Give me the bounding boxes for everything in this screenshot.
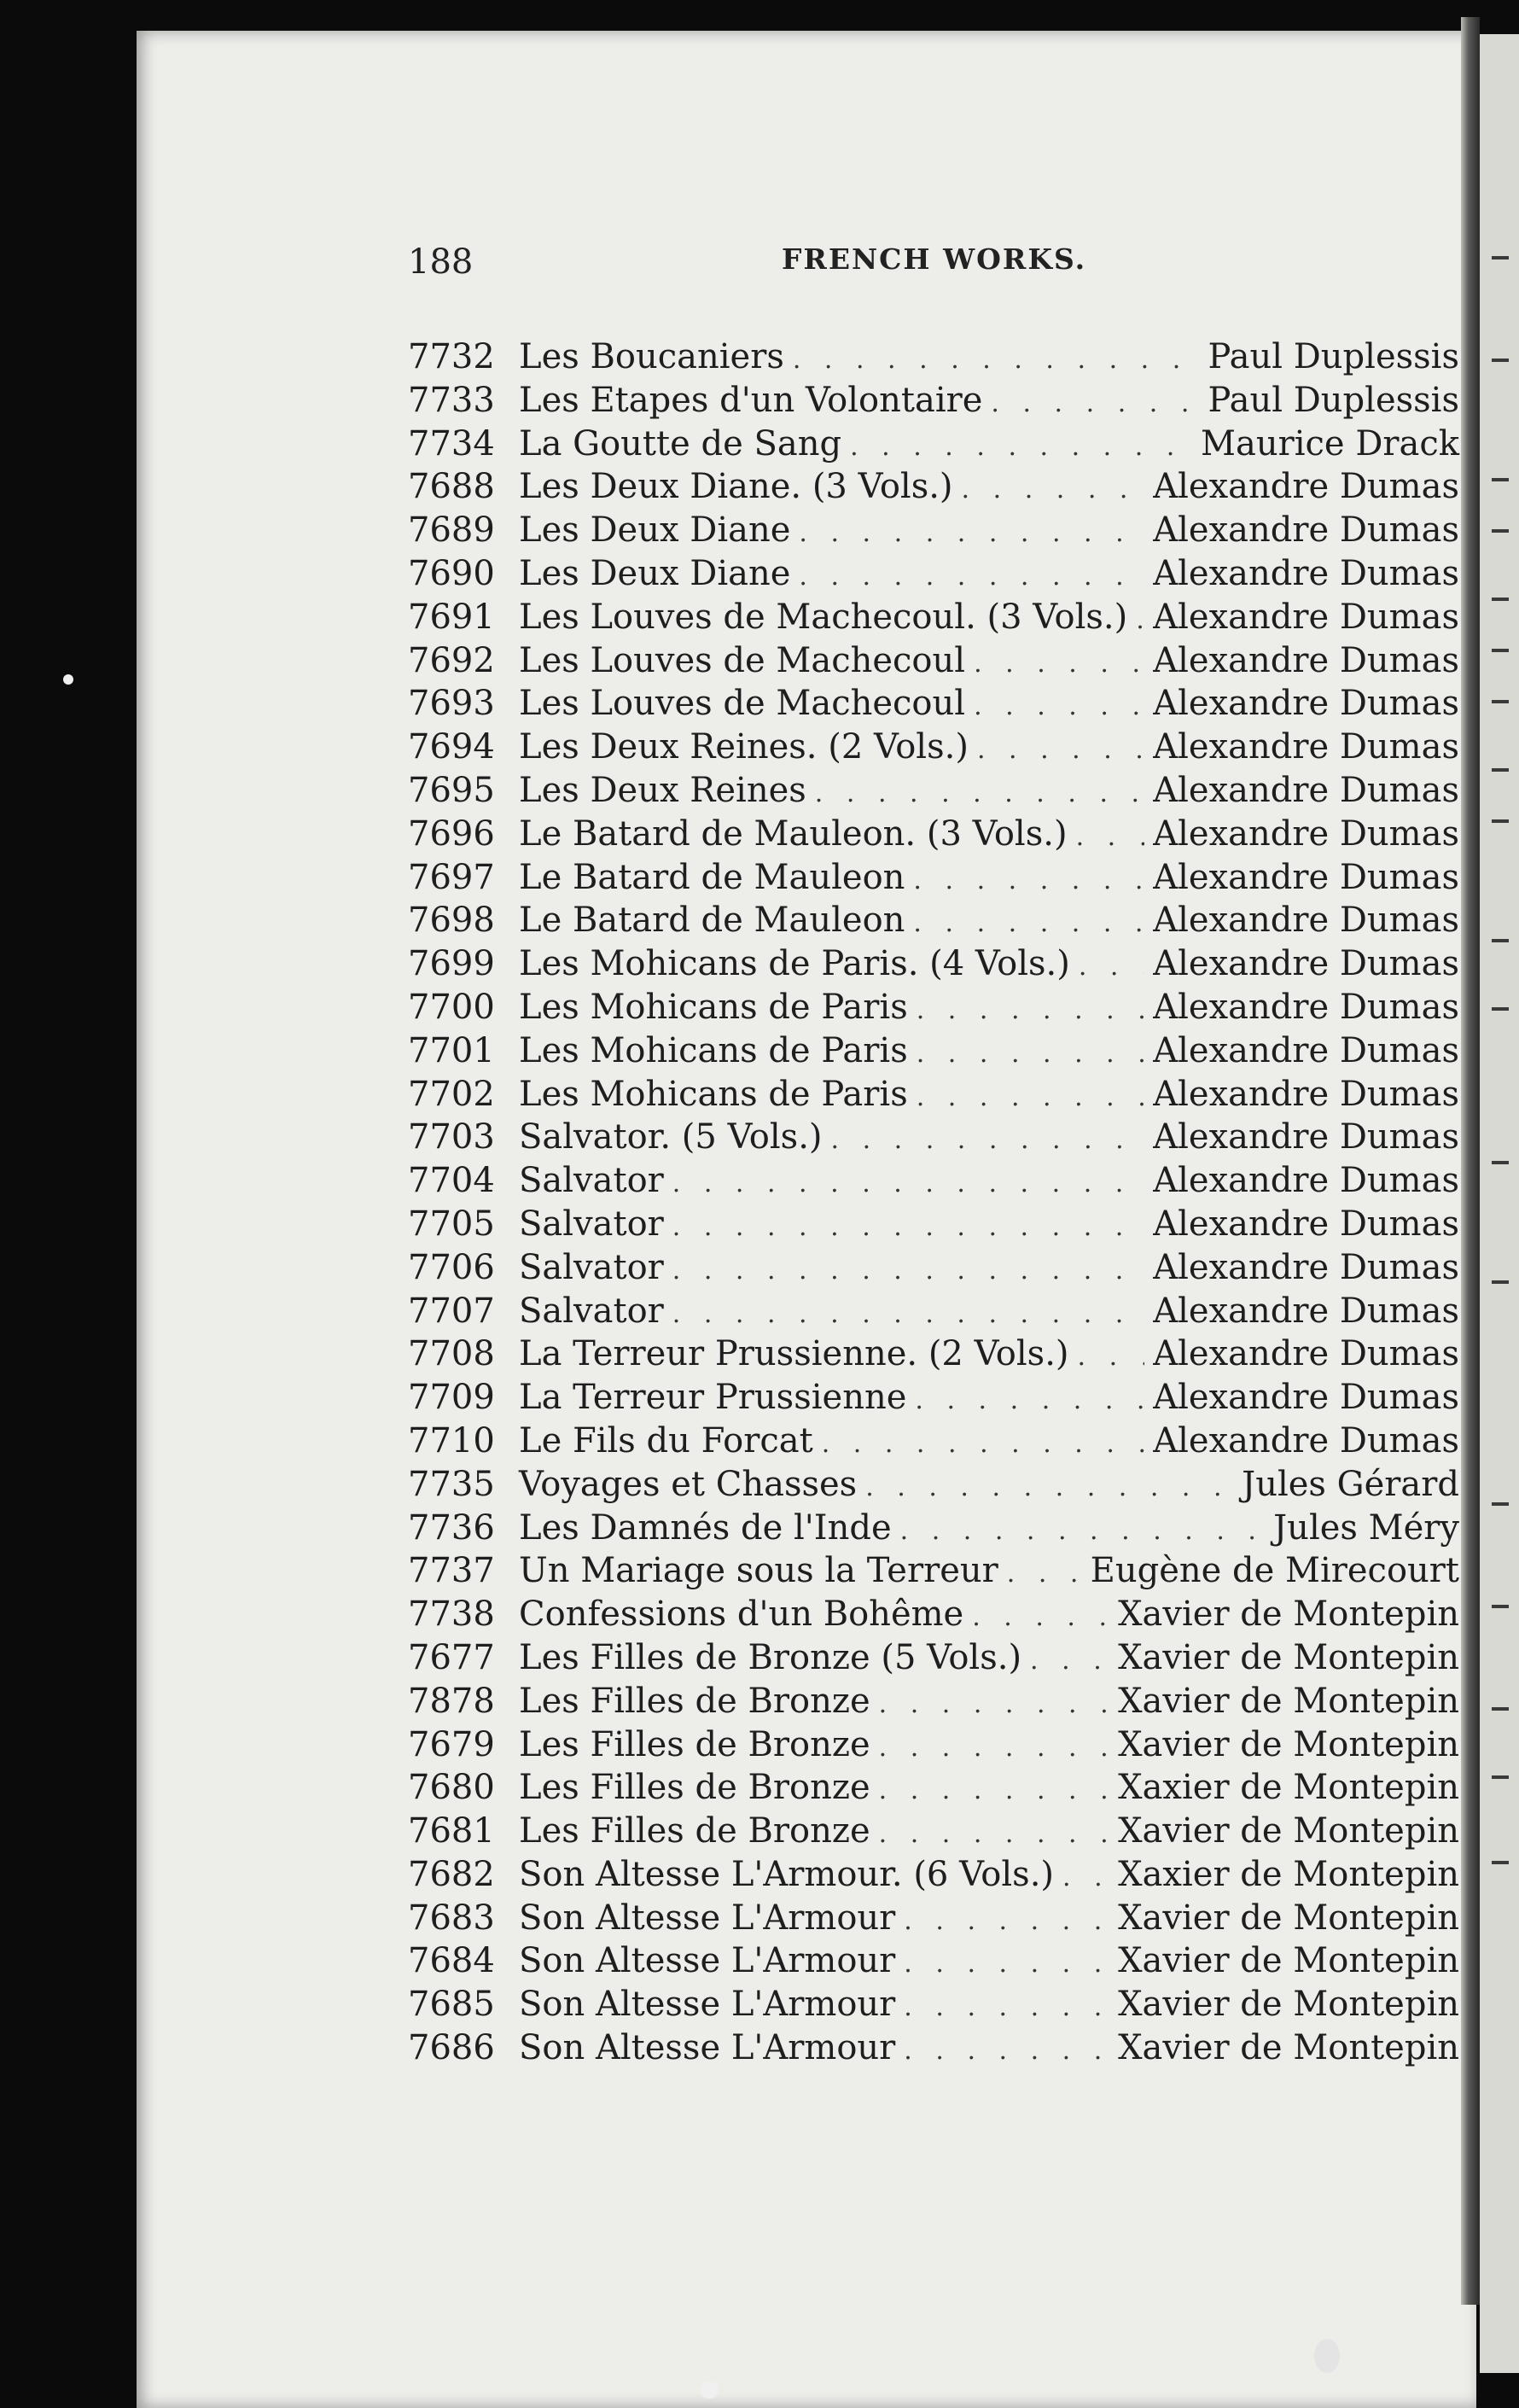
entry-number: 7710 [408, 1420, 495, 1461]
dot-leader [991, 388, 1199, 418]
dot-leader [672, 1299, 1144, 1329]
adjacent-page-mark [1492, 649, 1509, 652]
adjacent-page-mark [1492, 529, 1509, 533]
dot-leader [879, 1819, 1109, 1849]
dust-speck [700, 2382, 719, 2399]
entry-title: Les Filles de Bronze [519, 1811, 870, 1851]
entry-number: 7692 [408, 640, 495, 680]
entry-number: 7689 [408, 510, 495, 551]
entry-number: 7677 [408, 1637, 495, 1677]
entry-author: Maurice Drack [1201, 423, 1459, 464]
entry-title: Le Batard de Mauleon [519, 901, 905, 941]
dot-leader [917, 995, 1144, 1025]
catalog-entry [408, 1595, 1463, 1638]
catalog-entry [408, 1031, 1463, 1075]
entry-number: 7706 [408, 1247, 495, 1287]
running-head: FRENCH WORKS. [782, 242, 1087, 276]
catalog-entry [408, 598, 1463, 641]
dot-leader [917, 1039, 1144, 1069]
adjacent-page-mark [1492, 1861, 1509, 1864]
dot-leader [815, 778, 1144, 808]
catalog-entry [408, 814, 1463, 858]
entry-author: Alexandre Dumas [1153, 727, 1459, 767]
entry-title: Les Deux Reines [519, 770, 806, 810]
dot-leader [879, 1733, 1109, 1763]
entry-title: Les Damnés de l'Inde [519, 1507, 892, 1548]
entry-author: Jules Gérard [1242, 1464, 1459, 1504]
entry-author: Alexandre Dumas [1153, 467, 1459, 507]
dot-leader [672, 1256, 1144, 1286]
entry-number: 7683 [408, 1898, 495, 1938]
entry-number: 7705 [408, 1204, 495, 1244]
entry-title: Les Boucaniers [519, 337, 784, 376]
entry-author: Xavier de Montepin [1118, 1898, 1459, 1938]
entry-title: Un Mariage sous la Terreur [519, 1551, 998, 1591]
dust-speck [1314, 2339, 1340, 2373]
entry-title: Son Altesse L'Armour [519, 2028, 896, 2068]
entry-author: Paul Duplessis [1208, 380, 1459, 420]
dot-leader [831, 1125, 1145, 1155]
entry-author: Alexandre Dumas [1153, 510, 1459, 551]
catalog-entry [408, 510, 1463, 554]
entry-title: Les Deux Reines. (2 Vols.) [519, 727, 969, 767]
catalog-entry [408, 1855, 1463, 1898]
entry-number: 7734 [408, 423, 495, 464]
dot-leader [672, 1212, 1144, 1242]
catalog-entry [408, 337, 1463, 381]
entry-number: 7700 [408, 987, 495, 1027]
dot-leader [1062, 1863, 1109, 1892]
entry-number: 7696 [408, 813, 495, 854]
page-number: 188 [408, 242, 474, 282]
entry-author: Alexandre Dumas [1153, 1378, 1459, 1418]
catalog-entry [408, 467, 1463, 510]
entry-title: La Terreur Prussienne. (2 Vols.) [519, 1334, 1069, 1374]
dot-leader [900, 1516, 1266, 1546]
entry-author: Xavier de Montepin [1118, 1941, 1459, 1981]
catalog-listing [408, 337, 1463, 2072]
dot-leader [913, 866, 1144, 895]
entry-author: Xaxier de Montepin [1118, 1854, 1459, 1894]
catalog-entry [408, 1768, 1463, 1811]
dot-leader [962, 475, 1145, 504]
entry-number: 7732 [408, 337, 495, 376]
dust-speck [63, 674, 73, 685]
entry-title: Les Mohicans de Paris. (4 Vols.) [519, 944, 1070, 984]
entry-number: 7704 [408, 1161, 495, 1201]
catalog-entry [408, 1898, 1463, 1942]
entry-number: 7737 [408, 1551, 495, 1591]
dot-leader [822, 1429, 1145, 1459]
catalog-entry [408, 1811, 1463, 1855]
dot-leader [879, 1775, 1109, 1805]
entry-author: Alexandre Dumas [1153, 901, 1459, 941]
dot-leader [972, 1602, 1109, 1632]
dot-leader [850, 432, 1192, 462]
entry-number: 7707 [408, 1291, 495, 1331]
entry-number: 7697 [408, 857, 495, 897]
catalog-entry [408, 1941, 1463, 1985]
entry-number: 7679 [408, 1724, 495, 1764]
catalog-entry [408, 641, 1463, 685]
entry-title: Salvator [519, 1247, 664, 1287]
entry-number: 7733 [408, 380, 495, 420]
entry-title: Les Deux Diane. (3 Vols.) [519, 467, 953, 507]
catalog-entry [408, 1725, 1463, 1769]
entry-author: Xavier de Montepin [1118, 1637, 1459, 1677]
entry-title: Son Altesse L'Armour [519, 1985, 896, 2025]
catalog-entry [408, 1291, 1463, 1335]
entry-author: Paul Duplessis [1208, 337, 1459, 376]
entry-author: Alexandre Dumas [1153, 553, 1459, 593]
entry-author: Alexandre Dumas [1153, 857, 1459, 897]
entry-title: Les Louves de Machecoul [519, 684, 966, 724]
entry-title: Salvator [519, 1291, 664, 1331]
entry-author: Alexandre Dumas [1153, 1334, 1459, 1374]
adjacent-page-mark [1492, 1280, 1509, 1284]
entry-title: La Goutte de Sang [519, 423, 842, 464]
entry-number: 7693 [408, 684, 495, 724]
catalog-entry [408, 944, 1463, 988]
entry-title: Le Fils du Forcat [519, 1420, 813, 1461]
entry-number: 7691 [408, 597, 495, 637]
catalog-entry [408, 1465, 1463, 1508]
dot-leader [1078, 1342, 1145, 1372]
adjacent-page-mark [1492, 1605, 1509, 1608]
entry-number: 7699 [408, 944, 495, 984]
dot-leader [915, 1385, 1144, 1415]
entry-title: La Terreur Prussienne [519, 1378, 907, 1418]
entry-author: Alexandre Dumas [1153, 597, 1459, 637]
entry-author: Alexandre Dumas [1153, 770, 1459, 810]
dot-leader [974, 691, 1144, 721]
adjacent-page-mark [1492, 359, 1509, 362]
entry-author: Alexandre Dumas [1153, 944, 1459, 984]
page-gutter [1461, 17, 1480, 2305]
entry-number: 7694 [408, 727, 495, 767]
entry-author: Alexandre Dumas [1153, 1074, 1459, 1114]
entry-number: 7702 [408, 1074, 495, 1114]
entry-author: Alexandre Dumas [1153, 987, 1459, 1027]
catalog-entry [408, 1421, 1463, 1465]
entry-author: Jules Méry [1273, 1507, 1459, 1548]
entry-title: Son Altesse L'Armour. (6 Vols.) [519, 1854, 1055, 1894]
dot-leader [904, 1992, 1109, 2022]
entry-number: 7681 [408, 1811, 495, 1851]
entry-number: 7709 [408, 1378, 495, 1418]
catalog-entry [408, 1117, 1463, 1161]
entry-number: 7682 [408, 1854, 495, 1894]
catalog-entry [408, 424, 1463, 468]
entry-author: Xavier de Montepin [1118, 2028, 1459, 2068]
entry-number: 7738 [408, 1595, 495, 1635]
catalog-entry [408, 1551, 1463, 1595]
dot-leader [672, 1169, 1144, 1198]
adjacent-page-mark [1492, 478, 1509, 481]
catalog-entry [408, 1682, 1463, 1725]
catalog-entry [408, 1508, 1463, 1552]
entry-number: 7686 [408, 2028, 495, 2068]
entry-author: Alexandre Dumas [1153, 1291, 1459, 1331]
dot-leader [1136, 605, 1144, 635]
dot-leader [865, 1472, 1233, 1502]
entry-title: Les Filles de Bronze [519, 1768, 870, 1808]
entry-author: Alexandre Dumas [1153, 813, 1459, 854]
catalog-entry [408, 1075, 1463, 1118]
entry-author: Alexandre Dumas [1153, 640, 1459, 680]
entry-author: Alexandre Dumas [1153, 1117, 1459, 1157]
entry-author: Xavier de Montepin [1118, 1985, 1459, 2025]
dot-leader [1007, 1559, 1082, 1589]
adjacent-page-mark [1492, 1161, 1509, 1164]
entry-title: Les Mohicans de Paris [519, 1030, 908, 1070]
dot-leader [799, 562, 1144, 592]
entry-author: Alexandre Dumas [1153, 1420, 1459, 1461]
entry-number: 7685 [408, 1985, 495, 2025]
adjacent-page-mark [1492, 1502, 1509, 1506]
entry-title: Les Deux Diane [519, 553, 791, 593]
dot-leader [913, 908, 1144, 938]
entry-title: Les Mohicans de Paris [519, 987, 908, 1027]
catalog-entry [408, 901, 1463, 944]
adjacent-page-mark [1492, 1707, 1509, 1711]
entry-author: Xavier de Montepin [1118, 1595, 1459, 1635]
entry-author: Alexandre Dumas [1153, 1030, 1459, 1070]
entry-title: Salvator. (5 Vols.) [519, 1117, 823, 1157]
catalog-entry [408, 771, 1463, 814]
dot-leader [1076, 822, 1145, 852]
adjacent-page-edge [1480, 34, 1519, 2373]
entry-author: Alexandre Dumas [1153, 1247, 1459, 1287]
dot-leader [799, 518, 1144, 548]
dot-leader [977, 735, 1144, 765]
entry-title: Les Mohicans de Paris [519, 1074, 908, 1114]
catalog-entry [408, 554, 1463, 598]
dot-leader [917, 1082, 1144, 1112]
dot-leader [1030, 1646, 1109, 1676]
entry-number: 7698 [408, 901, 495, 941]
dot-leader [974, 649, 1144, 679]
adjacent-page-mark [1492, 768, 1509, 772]
catalog-entry [408, 2028, 1463, 2072]
entry-title: Salvator [519, 1161, 664, 1201]
dot-leader [904, 1949, 1109, 1979]
entry-title: Les Filles de Bronze (5 Vols.) [519, 1637, 1022, 1677]
entry-title: Voyages et Chasses [519, 1464, 858, 1504]
entry-title: Le Batard de Mauleon [519, 857, 905, 897]
catalog-entry [408, 858, 1463, 901]
entry-title: Les Filles de Bronze [519, 1681, 870, 1721]
entry-title: Salvator [519, 1204, 664, 1244]
adjacent-page-mark [1492, 598, 1509, 601]
dot-leader [904, 1906, 1109, 1936]
entry-number: 7695 [408, 770, 495, 810]
entry-number: 7688 [408, 467, 495, 507]
entry-author: Xavier de Montepin [1118, 1724, 1459, 1764]
adjacent-page-mark [1492, 1775, 1509, 1779]
dot-leader [879, 1689, 1109, 1719]
entry-number: 7735 [408, 1464, 495, 1504]
entry-title: Son Altesse L'Armour [519, 1898, 896, 1938]
dot-leader [904, 2036, 1109, 2066]
entry-title: Les Louves de Machecoul. (3 Vols.) [519, 597, 1128, 637]
entry-number: 7736 [408, 1507, 495, 1548]
catalog-entry [408, 1378, 1463, 1421]
entry-title: Les Louves de Machecoul [519, 640, 966, 680]
catalog-entry [408, 1248, 1463, 1291]
catalog-entry [408, 1334, 1463, 1378]
catalog-entry [408, 1985, 1463, 2028]
adjacent-page-mark [1492, 700, 1509, 703]
entry-title: Confessions d'un Bohême [519, 1595, 964, 1635]
dot-leader [793, 345, 1200, 375]
entry-number: 7708 [408, 1334, 495, 1374]
entry-number: 7701 [408, 1030, 495, 1070]
entry-title: Le Batard de Mauleon. (3 Vols.) [519, 813, 1068, 854]
entry-title: Son Altesse L'Armour [519, 1941, 896, 1981]
adjacent-page-mark [1492, 256, 1509, 259]
adjacent-page-mark [1492, 939, 1509, 942]
entry-author: Alexandre Dumas [1153, 1204, 1459, 1244]
entry-number: 7684 [408, 1941, 495, 1981]
dot-leader [1079, 952, 1144, 982]
entry-title: Les Etapes d'un Volontaire [519, 380, 983, 420]
entry-title: Les Deux Diane [519, 510, 791, 551]
catalog-entry [408, 381, 1463, 424]
entry-number: 7703 [408, 1117, 495, 1157]
catalog-entry [408, 727, 1463, 771]
catalog-entry [408, 1638, 1463, 1682]
adjacent-page-mark [1492, 819, 1509, 823]
entry-author: Eugène de Mirecourt [1090, 1551, 1459, 1591]
entry-number: 7680 [408, 1768, 495, 1808]
catalog-entry [408, 1204, 1463, 1248]
catalog-entry [408, 988, 1463, 1031]
entry-title: Les Filles de Bronze [519, 1724, 870, 1764]
entry-number: 7878 [408, 1681, 495, 1721]
adjacent-page-mark [1492, 1007, 1509, 1011]
entry-number: 7690 [408, 553, 495, 593]
entry-author: Alexandre Dumas [1153, 684, 1459, 724]
entry-author: Alexandre Dumas [1153, 1161, 1459, 1201]
entry-author: Xavier de Montepin [1118, 1681, 1459, 1721]
entry-author: Xavier de Montepin [1118, 1811, 1459, 1851]
catalog-entry [408, 1161, 1463, 1204]
entry-author: Xaxier de Montepin [1118, 1768, 1459, 1808]
catalog-entry [408, 684, 1463, 727]
